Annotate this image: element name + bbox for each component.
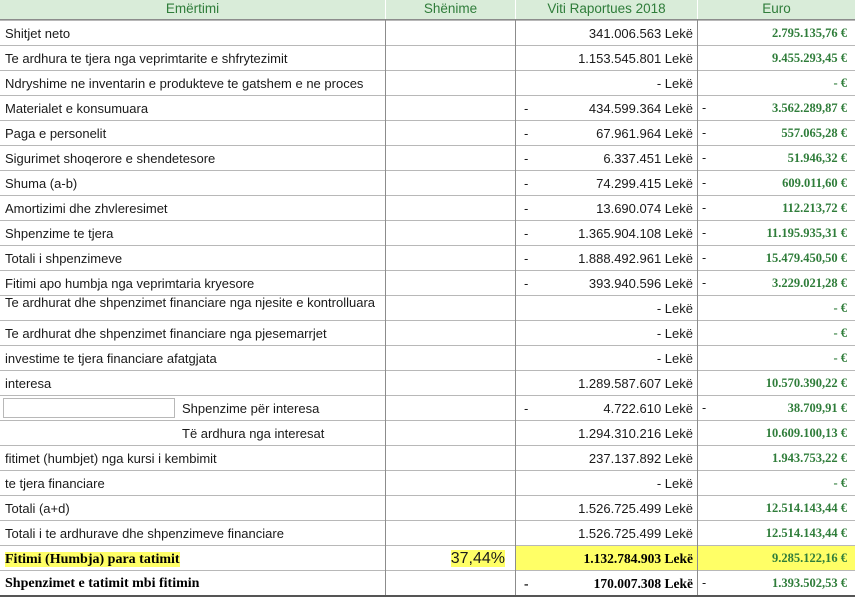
note-cell[interactable] [386, 395, 515, 420]
value-cell[interactable] [516, 395, 697, 420]
note-cell[interactable] [386, 245, 515, 270]
table-row [0, 195, 855, 220]
row-label[interactable]: Fitimi apo humbja nga veprimtaria kryesore [0, 270, 385, 295]
value-text: - Lekë [656, 326, 693, 341]
euro-text: - € [833, 476, 847, 490]
value-cell[interactable] [516, 270, 697, 295]
euro-cell[interactable] [698, 345, 855, 370]
negative-sign: - [702, 201, 707, 215]
value-text: 1.526.725.499 Lekë [578, 526, 693, 541]
table-row [0, 270, 855, 295]
note-cell[interactable] [386, 420, 515, 445]
note-cell[interactable] [386, 520, 515, 545]
table-row [0, 520, 855, 545]
euro-text: - € [833, 76, 847, 90]
row-label[interactable]: Materialet e konsumuara [0, 95, 385, 120]
note-cell[interactable] [386, 70, 515, 95]
euro-text: 1.943.753,22 € [772, 451, 847, 465]
value-text: - Lekë [656, 301, 693, 316]
table-row [0, 395, 855, 420]
euro-cell[interactable] [698, 145, 855, 170]
column-header-note[interactable]: Shënime [386, 0, 515, 20]
euro-cell[interactable] [698, 95, 855, 120]
negative-sign: - [702, 151, 707, 165]
row-label[interactable]: Te ardhurat dhe shpenzimet financiare nga pjesemarrjet [0, 320, 385, 345]
euro-cell[interactable] [698, 270, 855, 295]
euro-text: 3.229.021,28 € [772, 276, 847, 290]
note-cell[interactable] [386, 20, 515, 45]
row-label[interactable]: Sigurimet shoqerore e shendetesore [0, 145, 385, 170]
value-text: 74.299.415 Lekë [596, 176, 693, 191]
row-label[interactable]: Te ardhurat dhe shpenzimet financiare nga njesite e kontrolluara [0, 295, 385, 320]
note-cell[interactable] [386, 445, 515, 470]
note-cell[interactable] [386, 470, 515, 495]
euro-text: 609.011,60 € [782, 176, 847, 190]
value-text: - Lekë [656, 76, 693, 91]
value-text: - Lekë [656, 351, 693, 366]
note-cell[interactable] [386, 120, 515, 145]
euro-cell[interactable] [698, 20, 855, 45]
negative-sign: - [524, 401, 529, 416]
value-cell[interactable] [516, 520, 697, 545]
row-label[interactable]: Shpenzime te tjera [0, 220, 385, 245]
value-cell[interactable] [516, 370, 697, 395]
row-label[interactable]: Shpenzimet e tatimit mbi fitimin [0, 570, 385, 595]
euro-text: 51.946,32 € [787, 151, 847, 165]
table-row [0, 95, 855, 120]
table-row [0, 145, 855, 170]
row-label[interactable]: Totali i te ardhurave dhe shpenzimeve financiare [0, 520, 385, 545]
negative-sign: - [702, 126, 707, 140]
euro-text: - € [833, 351, 847, 365]
value-cell[interactable] [516, 495, 697, 520]
row-label[interactable]: Te ardhura te tjera nga veprimtarite e shfrytezimit [0, 45, 385, 70]
row-label[interactable]: Shitjet neto [0, 20, 385, 45]
note-cell[interactable] [386, 195, 515, 220]
value-text: 67.961.964 Lekë [596, 126, 693, 141]
table-row [0, 345, 855, 370]
row-label[interactable]: Ndryshime ne inventarin e produkteve te gatshem e ne proces [0, 70, 385, 95]
row-label[interactable]: Shuma (a-b) [0, 170, 385, 195]
value-text: 6.337.451 Lekë [603, 151, 693, 166]
note-cell[interactable] [386, 45, 515, 70]
table-row-highlighted [0, 545, 855, 570]
row-label[interactable]: Të ardhura nga interesat [0, 420, 385, 445]
euro-text: 10.609.100,13 € [765, 426, 847, 440]
value-cell[interactable] [516, 95, 697, 120]
value-text: 1.132.784.903 Lekë [583, 551, 693, 566]
value-cell[interactable] [516, 195, 697, 220]
table-row [0, 445, 855, 470]
value-cell[interactable] [516, 45, 697, 70]
value-cell[interactable] [516, 170, 697, 195]
table-row [0, 570, 855, 595]
negative-sign: - [524, 251, 529, 266]
euro-text: - € [833, 326, 847, 340]
value-text: 1.294.310.216 Lekë [578, 426, 693, 441]
euro-text: 9.455.293,45 € [772, 51, 847, 65]
value-cell[interactable] [516, 20, 697, 45]
table-row [0, 495, 855, 520]
negative-sign: - [702, 401, 707, 415]
note-cell[interactable] [386, 270, 515, 295]
euro-text: 1.393.502,53 € [772, 576, 847, 590]
euro-cell[interactable] [698, 420, 855, 445]
value-cell[interactable] [516, 445, 697, 470]
euro-cell[interactable] [698, 295, 855, 320]
table-row [0, 320, 855, 345]
row-label[interactable]: Amortizimi dhe zhvleresimet [0, 195, 385, 220]
note-cell[interactable] [386, 220, 515, 245]
table-row [0, 370, 855, 395]
negative-sign: - [524, 226, 529, 241]
value-cell[interactable] [516, 70, 697, 95]
value-text: 393.940.596 Lekë [588, 276, 693, 291]
row-label[interactable]: investime te tjera financiare afatgjata [0, 345, 385, 370]
row-label[interactable]: Totali i shpenzimeve [0, 245, 385, 270]
note-cell[interactable] [386, 570, 515, 595]
value-cell[interactable] [516, 145, 697, 170]
row-label[interactable] [0, 395, 385, 420]
note-cell[interactable] [386, 495, 515, 520]
row-label[interactable] [0, 545, 385, 570]
negative-sign: - [524, 201, 529, 216]
euro-cell[interactable] [698, 195, 855, 220]
table-row [0, 170, 855, 195]
euro-cell[interactable] [698, 70, 855, 95]
value-cell[interactable] [516, 220, 697, 245]
value-text: 237.137.892 Lekë [588, 451, 693, 466]
negative-sign: - [702, 576, 707, 590]
table-row [0, 245, 855, 270]
note-cell[interactable] [386, 370, 515, 395]
profit-before-tax-label: Fitimi (Humbja) para tatimit [5, 552, 180, 567]
table-row [0, 120, 855, 145]
euro-text: 11.195.935,31 € [766, 226, 847, 240]
euro-text: 3.562.289,87 € [772, 101, 847, 115]
negative-sign: - [702, 276, 707, 290]
negative-sign: - [524, 151, 529, 166]
value-cell[interactable] [516, 470, 697, 495]
row-label[interactable]: fitimet (humbjet) nga kursi i kembimit [0, 445, 385, 470]
value-text: 1.153.545.801 Lekë [578, 51, 693, 66]
euro-cell[interactable] [698, 320, 855, 345]
value-cell[interactable] [516, 295, 697, 320]
note-cell[interactable] [386, 145, 515, 170]
value-text: 1.526.725.499 Lekë [578, 501, 693, 516]
negative-sign: - [524, 101, 529, 116]
euro-cell[interactable] [698, 495, 855, 520]
column-header-name[interactable]: Emërtimi [0, 0, 385, 20]
negative-sign: - [702, 251, 707, 265]
value-text: 1.289.587.607 Lekë [578, 376, 693, 391]
table-row [0, 220, 855, 245]
euro-cell[interactable] [698, 170, 855, 195]
table-bottom-border [0, 595, 855, 597]
table-row [0, 295, 855, 320]
euro-cell[interactable] [698, 445, 855, 470]
table-row [0, 45, 855, 70]
value-text: 170.007.308 Lekë [593, 576, 693, 591]
empty-subcell[interactable] [3, 398, 175, 418]
negative-sign: - [524, 176, 529, 191]
table-row [0, 20, 855, 45]
euro-text: - € [833, 301, 847, 315]
value-cell[interactable] [516, 245, 697, 270]
euro-text: 557.065,28 € [781, 126, 847, 140]
table-row [0, 420, 855, 445]
euro-cell[interactable] [698, 45, 855, 70]
value-cell[interactable] [516, 345, 697, 370]
value-text: 13.690.074 Lekë [596, 201, 693, 216]
table-row [0, 470, 855, 495]
euro-cell[interactable] [698, 395, 855, 420]
value-text: 434.599.364 Lekë [588, 101, 693, 116]
note-cell[interactable] [386, 95, 515, 120]
value-cell[interactable] [516, 570, 697, 595]
value-cell[interactable] [516, 120, 697, 145]
euro-text: 12.514.143,44 € [765, 526, 847, 540]
euro-cell[interactable] [698, 245, 855, 270]
value-text: 1.365.904.108 Lekë [578, 226, 693, 241]
row-label[interactable]: Paga e personelit [0, 120, 385, 145]
euro-text: 15.479.450,50 € [765, 251, 847, 265]
negative-sign: - [702, 176, 707, 190]
note-cell[interactable] [386, 320, 515, 345]
euro-cell[interactable] [698, 220, 855, 245]
euro-text: 2.795.135,76 € [772, 26, 847, 40]
euro-text: 38.709,91 € [787, 401, 847, 415]
note-cell[interactable] [386, 170, 515, 195]
profit-margin-note: 37,44% [450, 550, 505, 567]
note-cell[interactable] [386, 295, 515, 320]
row-label[interactable]: Totali (a+d) [0, 495, 385, 520]
euro-cell[interactable] [698, 520, 855, 545]
euro-cell[interactable] [698, 370, 855, 395]
value-cell[interactable] [516, 320, 697, 345]
column-header-euro[interactable]: Euro [698, 0, 855, 20]
column-header-value[interactable]: Viti Raportues 2018 [516, 0, 697, 20]
negative-sign: - [524, 276, 529, 291]
row-label[interactable]: interesa [0, 370, 385, 395]
negative-sign: - [702, 226, 707, 240]
euro-text: 12.514.143,44 € [765, 501, 847, 515]
value-cell[interactable] [516, 420, 697, 445]
euro-cell[interactable] [698, 470, 855, 495]
note-cell[interactable] [386, 345, 515, 370]
euro-cell[interactable] [698, 570, 855, 595]
value-text: 1.888.492.961 Lekë [578, 251, 693, 266]
value-text: 4.722.610 Lekë [603, 401, 693, 416]
negative-sign: - [702, 101, 707, 115]
euro-cell[interactable] [698, 545, 855, 570]
note-cell[interactable] [386, 545, 515, 570]
table-row [0, 70, 855, 95]
value-text: 341.006.563 Lekë [588, 26, 693, 41]
value-text: - Lekë [656, 476, 693, 491]
euro-cell[interactable] [698, 120, 855, 145]
euro-text: 112.213,72 € [782, 201, 847, 215]
value-cell[interactable] [516, 545, 697, 570]
row-label-text: Shpenzime për interesa [182, 401, 320, 416]
negative-sign: - [524, 576, 529, 591]
euro-text: 10.570.390,22 € [765, 376, 847, 390]
negative-sign: - [524, 126, 529, 141]
euro-text: 9.285.122,16 € [772, 551, 847, 565]
row-label[interactable]: te tjera financiare [0, 470, 385, 495]
